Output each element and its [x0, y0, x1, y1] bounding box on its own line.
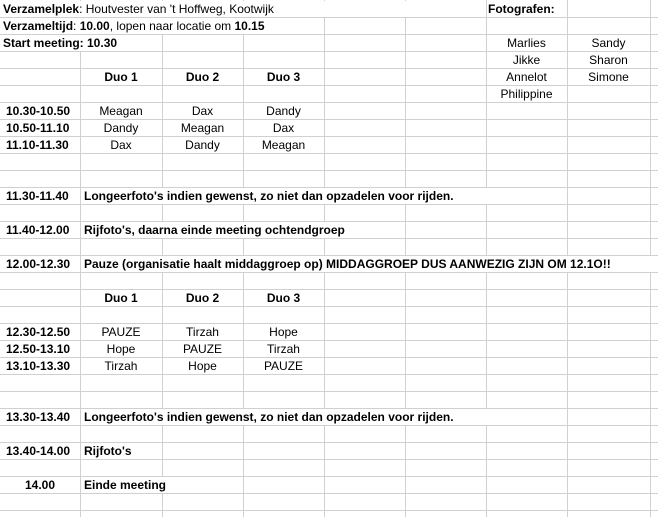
duo-header: Duo 3	[266, 70, 301, 84]
schedule-cell: PAUZE	[263, 359, 304, 373]
break-note: Pauze (organisatie haalt middaggroep op) MIDDAGGROEP DUS AANWEZIG ZIJN OM 12.1O!!	[84, 257, 611, 271]
duo-header: Duo 2	[185, 291, 220, 305]
schedule-cell: Meagan	[180, 121, 225, 135]
time-label: Verzameltijd	[3, 19, 74, 33]
photographer: Sharon	[589, 53, 628, 67]
time-value: 10.00	[79, 19, 110, 33]
riding-note: Rijfoto's, daarna einde meeting ochtendgroep	[84, 223, 345, 237]
duo-header: Duo 3	[266, 291, 301, 305]
photographer: Jikke	[512, 53, 541, 67]
schedule-cell: Meagan	[99, 104, 143, 118]
start-meeting: Start meeting: 10.30	[3, 36, 118, 50]
time-slot: 12.30-12.50	[6, 325, 71, 339]
walk-time-value: 10.15	[234, 19, 265, 33]
time-slot: 12.50-13.10	[6, 342, 71, 356]
time-slot: 11.30-11.40	[6, 189, 69, 203]
gridline	[0, 510, 658, 511]
lunging-note: Longeerfoto's indien gewenst, zo niet dan opzadelen voor rijden.	[84, 410, 454, 424]
meeting-time: Verzameltijd: 10.00, lopen naar locatie om 10.15	[3, 19, 265, 33]
schedule-cell: Tirzah	[186, 325, 219, 339]
photographer: Simone	[588, 70, 629, 84]
photographers-label: Fotografen:	[488, 2, 555, 16]
time-slot: 13.30-13.40	[6, 410, 71, 424]
schedule-cell: Dax	[191, 104, 214, 118]
time-slot: 11.40-12.00	[6, 223, 70, 237]
schedule-cell: Meagan	[261, 138, 306, 152]
photographer: Annelot	[506, 70, 547, 84]
schedule-cell: PAUZE	[182, 342, 223, 356]
schedule-cell: PAUZE	[101, 325, 141, 339]
schedule-cell: Tirzah	[267, 342, 300, 356]
meeting-location	[3, 1, 274, 18]
schedule-cell: Dax	[272, 121, 295, 135]
end-time: 14.00	[24, 478, 56, 492]
gridline	[0, 170, 658, 171]
schedule-cell: Dax	[110, 138, 132, 152]
schedule-cell: Tirzah	[104, 359, 138, 373]
time-slot: 13.10-13.30	[6, 359, 71, 373]
riding-note: Rijfoto's	[84, 444, 132, 458]
schedule-cell: Hope	[106, 342, 136, 356]
schedule-cell: Hope	[188, 359, 217, 373]
time-slot: 10.30-10.50	[6, 104, 71, 118]
photographer: Marlies	[507, 36, 546, 50]
photographer: Sandy	[591, 36, 626, 50]
duo-header: Duo 1	[104, 291, 138, 305]
time-slot: 10.50-11.10	[6, 121, 70, 135]
schedule-cell: Dandy	[266, 104, 301, 118]
duo-header: Duo 1	[104, 70, 138, 84]
schedule-cell: Dandy	[185, 138, 220, 152]
schedule-cell: Dandy	[103, 121, 139, 135]
end-note: Einde meeting	[84, 478, 167, 492]
time-slot: 13.40-14.00	[6, 444, 71, 458]
lunging-note: Longeerfoto's indien gewenst, zo niet dan opzadelen voor rijden.	[84, 189, 454, 203]
schedule-cell: Hope	[269, 325, 298, 339]
time-slot: 12.00-12.30	[6, 257, 71, 271]
time-slot: 11.10-11.30	[6, 138, 69, 152]
gridline	[0, 391, 658, 392]
location-value: : Houtvester van 't Hoffweg, Kootwijk	[79, 2, 274, 16]
photographer: Philippine	[500, 87, 553, 101]
location-label: Verzamelplek	[3, 2, 80, 16]
duo-header: Duo 2	[185, 70, 220, 84]
